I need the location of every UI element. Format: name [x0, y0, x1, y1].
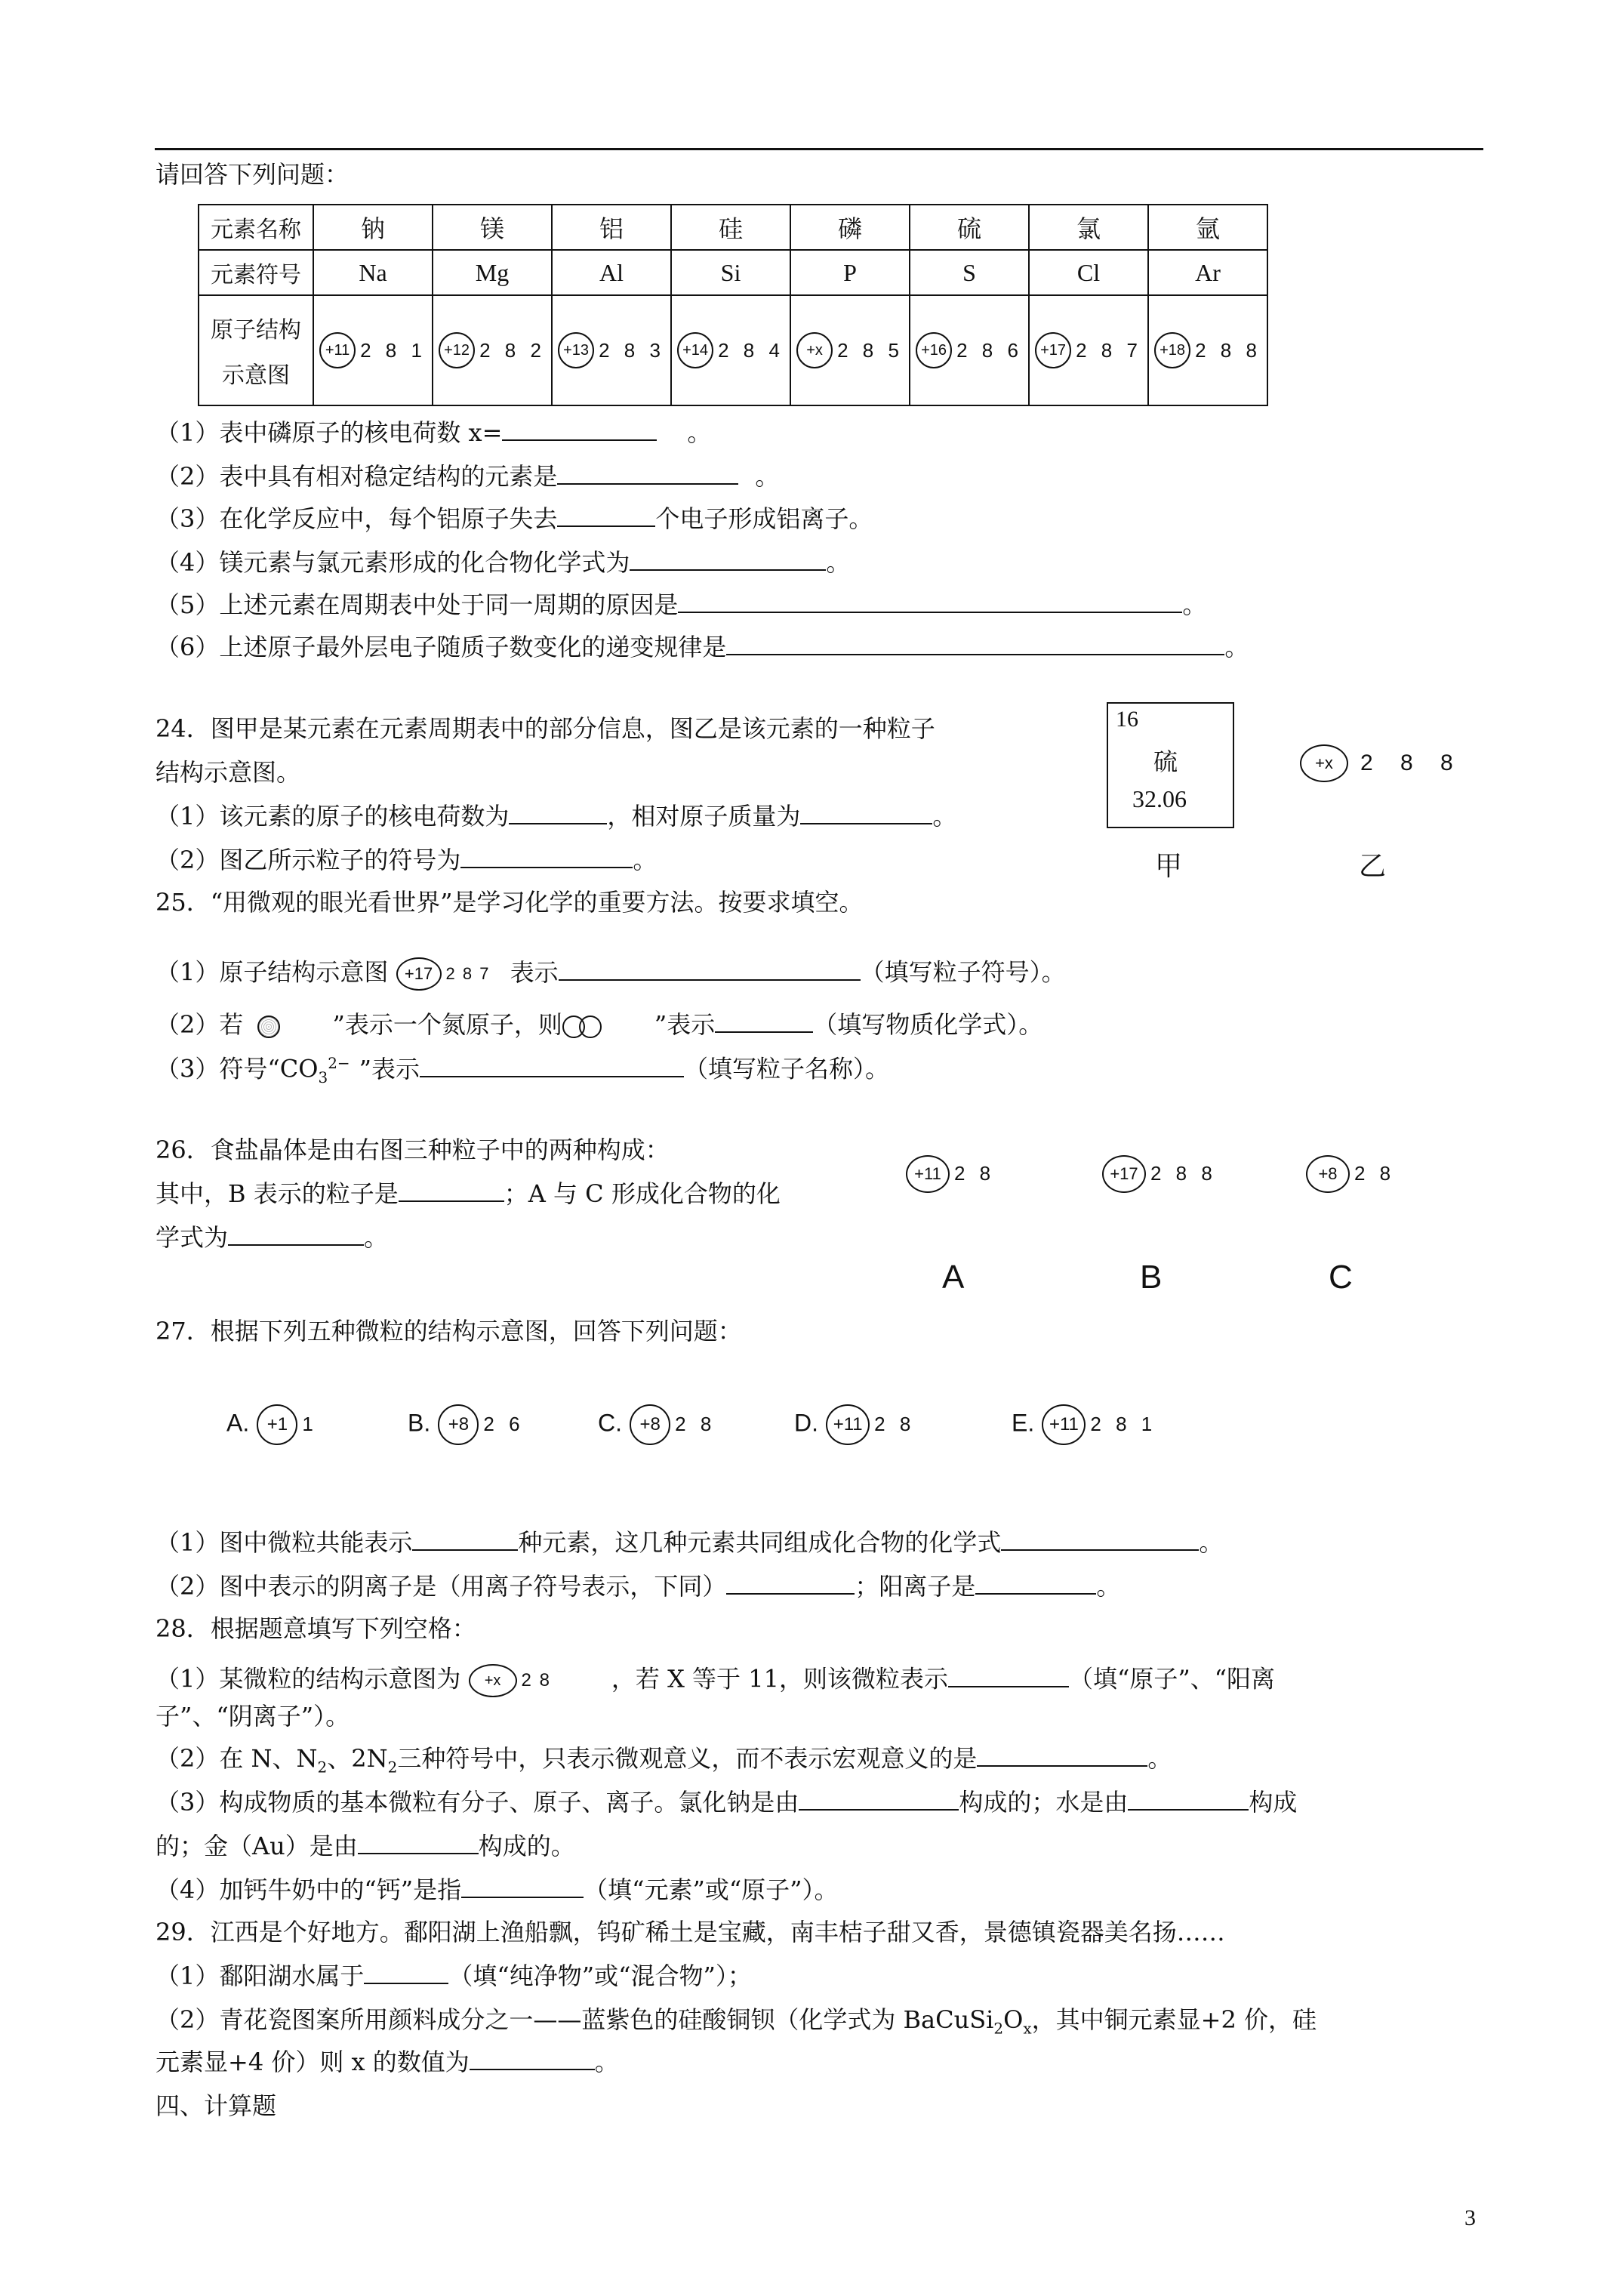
q29-item-1 — [156, 1962, 752, 1990]
shell-electrons: 2 8 5 — [837, 338, 904, 362]
answer-blank[interactable] — [800, 802, 932, 824]
q23-item-4-end: 。 — [826, 548, 851, 577]
shell-electrons: 2 8 7 — [1076, 338, 1142, 362]
row-header-symbol: 元素符号 — [199, 250, 313, 295]
q28-item-1-cont: 子”、“阴离子”）。 — [156, 1702, 350, 1730]
particle-27C — [598, 1391, 716, 1459]
q28-item-3-text-e: 构成的。 — [478, 1832, 575, 1860]
element-name-cell: 氩 — [1148, 205, 1267, 250]
answer-blank[interactable] — [509, 802, 607, 824]
nitrogen-atom-icon — [579, 1015, 602, 1038]
q25-item-3 — [156, 1054, 889, 1086]
shell-electrons: 2 8 — [1354, 1162, 1396, 1185]
top-rule — [155, 148, 1483, 150]
answer-blank[interactable] — [948, 1665, 1069, 1687]
answer-blank[interactable] — [630, 548, 826, 571]
atom-diagram-cell — [552, 295, 671, 405]
q28-item-2-text-b: 、2N — [327, 1744, 388, 1773]
atom-diagram — [558, 309, 665, 392]
q29-item-2-text-d: 元素显+4 价）则 x 的数值为 — [156, 2048, 470, 2076]
atomic-mass: 32.06 — [1132, 785, 1187, 812]
q25-item-3-text-c: （填写粒子名称）。 — [684, 1054, 890, 1083]
q28-item-2 — [156, 1744, 1172, 1776]
q23-item-6 — [156, 633, 1249, 661]
nucleus: +8 — [1306, 1155, 1350, 1193]
shell-electrons: 2 8 — [521, 1669, 551, 1690]
particle-27E — [1012, 1391, 1156, 1459]
q27-item-2-text: （2）图中表示的阴离子是（用离子符号表示，下同） — [156, 1572, 727, 1601]
shell-electrons: 2 8 2 — [479, 338, 546, 362]
subscript: 2 — [993, 2019, 1004, 2038]
q29-stem: 29．江西是个好地方。鄱阳湖上渔船飘，钨矿稀土是宝藏，南丰桔子甜又香，景德镇瓷器美名扬…… — [156, 1918, 1225, 1946]
ion-diagram-yi — [1300, 722, 1464, 805]
q25-stem: 25．“用微观的眼光看世界”是学习化学的重要方法。按要求填空。 — [156, 888, 864, 917]
atom-diagram-cell — [910, 295, 1029, 405]
q29-item-2-cont — [156, 2048, 619, 2076]
atom-diagram — [1102, 1133, 1217, 1216]
q27-item-1 — [156, 1528, 1223, 1557]
shell-electrons: 2 8 — [675, 1413, 716, 1436]
row-header-name: 元素名称 — [199, 205, 313, 250]
particle-C — [1306, 1133, 1395, 1216]
q25-item-1-text: （1）原子结构示意图 — [156, 957, 389, 987]
atom-diagram-cell — [671, 295, 790, 405]
particle-label: D. — [794, 1409, 818, 1437]
q24-item-2-end: 。 — [633, 846, 658, 874]
element-symbol-cell: P — [790, 250, 910, 295]
answer-blank[interactable] — [726, 633, 1224, 655]
element-symbol-cell: Ar — [1148, 250, 1267, 295]
q24-item-1-text-b: ，相对原子质量为 — [607, 802, 801, 831]
q28-item-1 — [156, 1658, 1275, 1703]
shell-electrons: 2 8 8 — [1150, 1162, 1217, 1185]
q23-item-1-text: （1）表中磷原子的核电荷数 x= — [156, 418, 503, 447]
atom-diagram — [796, 309, 904, 392]
answer-blank[interactable] — [399, 1179, 504, 1202]
nucleus: +8 — [630, 1404, 670, 1445]
q26-text: 其中，B 表示的粒子是 — [156, 1179, 399, 1208]
q28-item-3-text-c: 构成 — [1249, 1788, 1298, 1817]
q28-item-2-end: 。 — [1147, 1744, 1172, 1773]
q25-item-2-text-d: （填写物质化学式）。 — [813, 1010, 1043, 1039]
atom-diagram — [439, 309, 546, 392]
atom-diagram — [1042, 1391, 1156, 1459]
q26-text-b: ；A 与 C 形成化合物的化 — [504, 1179, 781, 1208]
answer-blank[interactable] — [557, 504, 655, 527]
section-heading: 四、计算题 — [156, 2091, 277, 2120]
q25-item-2-text: （2）若 — [156, 1010, 244, 1039]
answer-blank[interactable] — [412, 1528, 518, 1551]
q25-item-2-text-c: ”表示 — [654, 1010, 716, 1039]
q28-item-2-text: （2）在 N、N — [156, 1744, 318, 1773]
atom-diagram — [469, 1658, 551, 1703]
q23-item-1 — [156, 418, 711, 447]
nucleus: +x — [796, 332, 833, 368]
answer-blank[interactable] — [975, 1572, 1096, 1595]
nucleus: +14 — [677, 332, 713, 368]
q27-stem: 27．根据下列五种微粒的结构示意图，回答下列问题： — [156, 1317, 742, 1345]
answer-blank[interactable] — [358, 1832, 479, 1854]
q28-item-3-cont — [156, 1832, 575, 1860]
particle-27D — [794, 1391, 915, 1459]
element-symbol-cell: Mg — [433, 250, 552, 295]
shell-electrons: 2 8 3 — [599, 338, 665, 362]
q29-item-2-text: （2）青花瓷图案所用颜料成分之一——蓝紫色的硅酸铜钡（化学式为 BaCuSi — [156, 2005, 994, 2034]
atom-diagram-cell — [433, 295, 552, 405]
q25-item-1 — [156, 951, 1066, 997]
q29-item-2 — [156, 2005, 1317, 2037]
q24-stem-line2: 结构示意图。 — [156, 758, 301, 787]
answer-blank[interactable] — [715, 1010, 813, 1033]
q23-item-3-text: （3）在化学反应中，每个铝原子失去 — [156, 504, 558, 533]
q26-stem-line2 — [156, 1179, 781, 1208]
q24-item-2-text: （2）图乙所示粒子的符号为 — [156, 846, 461, 874]
q25-item-2 — [156, 1010, 1042, 1039]
atom-diagram — [438, 1391, 524, 1459]
nucleus: +11 — [319, 332, 356, 368]
answer-blank[interactable] — [557, 462, 738, 485]
row-header-structure — [199, 295, 313, 405]
superscript: 2− — [328, 1054, 350, 1072]
q27-item-1-end: 。 — [1199, 1528, 1224, 1557]
particle-B — [1102, 1133, 1217, 1216]
atom-diagram — [630, 1391, 716, 1459]
subscript: 3 — [318, 1068, 328, 1087]
element-symbol-cell: S — [910, 250, 1029, 295]
atom-diagram-cell — [1148, 295, 1267, 405]
q29-item-1-text-b: （填“纯净物”或“混合物”）； — [448, 1962, 752, 1990]
atom-diagram-cell — [1029, 295, 1148, 405]
row-header-structure-line2: 示意图 — [222, 362, 290, 389]
q29-item-1-text: （1）鄱阳湖水属于 — [156, 1962, 365, 1990]
nucleus: +17 — [1035, 332, 1071, 368]
atom-diagram — [826, 1391, 915, 1459]
atom-diagram — [906, 1133, 995, 1216]
q23-item-4 — [156, 548, 850, 577]
subscript: 2 — [317, 1758, 328, 1777]
element-symbol-cell: Na — [313, 250, 433, 295]
q23-item-3 — [156, 504, 873, 533]
q28-item-3-text: （3）构成物质的基本微粒有分子、原子、离子。氯化钠是由 — [156, 1788, 799, 1817]
q23-item-1-end: 。 — [687, 418, 712, 447]
shell-electrons: 2 8 4 — [718, 338, 784, 362]
answer-blank[interactable] — [228, 1223, 364, 1246]
q28-item-4-text-b: （填“元素”或“原子”）。 — [584, 1875, 839, 1904]
nucleus: +17 — [1102, 1155, 1146, 1193]
label-yi: 乙 — [1359, 851, 1387, 882]
q25-item-2-text-b: ”表示一个氮原子，则 — [332, 1010, 562, 1039]
atom-diagram — [396, 951, 491, 997]
q24-item-1-text: （1）该元素的原子的核电荷数为 — [156, 802, 510, 831]
element-name-cell: 氯 — [1029, 205, 1148, 250]
q29-item-2-end: 。 — [594, 2048, 619, 2076]
q23-item-3-text-b: 个电子形成铝离子。 — [655, 504, 873, 533]
nucleus: +8 — [438, 1404, 479, 1445]
nucleus: +18 — [1154, 332, 1190, 368]
shell-electrons: 2 8 8 — [1195, 338, 1261, 362]
answer-blank[interactable] — [726, 1572, 855, 1595]
q28-item-2-text-c: 三种符号中，只表示微观意义，而不表示宏观意义的是 — [397, 1744, 978, 1773]
element-symbol-cell: Al — [552, 250, 671, 295]
shell-electrons: 2 8 8 — [1360, 750, 1464, 775]
element-name-cell: 硅 — [671, 205, 790, 250]
particle-label: A. — [226, 1409, 250, 1437]
q28-item-3 — [156, 1788, 1297, 1817]
atom-diagram — [916, 309, 1023, 392]
q28-item-1-text-c: （填“原子”、“阳离 — [1068, 1664, 1276, 1693]
answer-blank[interactable] — [1001, 1528, 1199, 1551]
q28-item-1-text-b: ，若 X 等于 11，则该微粒表示 — [611, 1664, 948, 1693]
q26-stem-line3 — [156, 1223, 388, 1252]
particle-label: C. — [598, 1409, 622, 1437]
q28-stem: 28．根据题意填写下列空格： — [156, 1614, 476, 1643]
q27-item-2-end: 。 — [1096, 1572, 1121, 1601]
atom-diagram — [1306, 1133, 1395, 1216]
answer-blank[interactable] — [470, 2048, 595, 2070]
q23-item-4-text: （4）镁元素与氯元素形成的化合物化学式为 — [156, 548, 630, 577]
nucleus: +1 — [257, 1404, 297, 1445]
nitrogen-atom-icon — [257, 1015, 280, 1038]
particle-label-C: C — [1329, 1259, 1353, 1296]
nucleus: +11 — [906, 1155, 950, 1193]
q27-item-1-text-b: 种元素，这几种元素共同组成化合物的化学式 — [518, 1528, 1002, 1557]
q26-stem-line1: 26．食盐晶体是由右图三种粒子中的两种构成： — [156, 1136, 670, 1164]
shell-electrons: 2 6 — [483, 1413, 525, 1436]
q23-item-5 — [156, 590, 1206, 619]
nucleus: +11 — [1042, 1404, 1086, 1445]
element-table — [198, 204, 1268, 406]
q28-item-1-text: （1）某微粒的结构示意图为 — [156, 1664, 461, 1693]
intro-text: 请回答下列问题： — [156, 160, 350, 189]
page-number: 3 — [1464, 2205, 1476, 2230]
q27-item-2-text-b: ；阳离子是 — [855, 1572, 976, 1601]
atomic-number: 16 — [1116, 707, 1138, 732]
atom-diagram — [319, 309, 427, 392]
q23-item-2 — [156, 462, 779, 491]
q25-item-1-text-c: （填写粒子符号）。 — [860, 957, 1066, 987]
label-jia: 甲 — [1155, 851, 1183, 882]
subscript: x — [1023, 2019, 1032, 2038]
nucleus: +16 — [916, 332, 952, 368]
element-symbol-cell: Cl — [1029, 250, 1148, 295]
q28-item-3-text-b: 构成的；水是由 — [959, 1788, 1129, 1817]
answer-blank[interactable] — [502, 418, 657, 441]
element-name: 硫 — [1153, 747, 1178, 776]
element-symbol-cell: Si — [671, 250, 790, 295]
nucleus: +x — [469, 1664, 517, 1697]
q23-item-2-end: 。 — [755, 462, 780, 491]
q23-item-6-end: 。 — [1224, 633, 1249, 661]
shell-electrons: 2 8 6 — [956, 338, 1023, 362]
particle-label-A: A — [942, 1259, 965, 1296]
shell-electrons: 2 8 1 — [1090, 1413, 1157, 1436]
atom-diagram — [1035, 309, 1142, 392]
q23-item-5-end: 。 — [1182, 590, 1207, 619]
nucleus: +17 — [396, 957, 442, 991]
q24-item-2 — [156, 846, 657, 874]
element-name-cell: 镁 — [433, 205, 552, 250]
q29-item-2-text-c: ，其中铜元素显+2 价，硅 — [1031, 2005, 1317, 2034]
answer-blank[interactable] — [364, 1962, 448, 1984]
particle-label: B. — [408, 1409, 431, 1437]
q28-item-4-text: （4）加钙牛奶中的“钙”是指 — [156, 1875, 462, 1904]
answer-blank[interactable] — [420, 1055, 684, 1077]
q25-item-3-text-b: ”表示 — [359, 1054, 420, 1083]
row-header-structure-line1: 原子结构 — [211, 317, 301, 344]
q24-stem-line1: 24．图甲是某元素在元素周期表中的部分信息，图乙是该元素的一种粒子 — [156, 714, 935, 743]
q26-end: 。 — [364, 1223, 389, 1252]
shell-electrons: 2 8 — [954, 1162, 996, 1185]
nucleus: +12 — [439, 332, 475, 368]
element-name-cell: 铝 — [552, 205, 671, 250]
periodic-table-cell-jia — [1107, 702, 1234, 828]
q23-item-5-text: （5）上述元素在周期表中处于同一周期的原因是 — [156, 590, 679, 619]
atom-diagram-cell — [313, 295, 433, 405]
particle-27A — [226, 1391, 318, 1459]
nucleus: +x — [1300, 744, 1348, 782]
shell-electrons: 2 8 1 — [360, 338, 427, 362]
q25-item-3-text: （3）符号“CO — [156, 1054, 319, 1083]
answer-blank[interactable] — [799, 1788, 959, 1811]
q27-item-2 — [156, 1572, 1120, 1601]
nucleus: +13 — [558, 332, 594, 368]
q23-item-6-text: （6）上述原子最外层电子随质子数变化的递变规律是 — [156, 633, 727, 661]
q23-item-2-text: （2）表中具有相对稳定结构的元素是 — [156, 462, 558, 491]
atom-diagram — [1154, 309, 1261, 392]
shell-electrons: 1 — [302, 1413, 318, 1436]
particle-label-B: B — [1140, 1259, 1163, 1296]
q28-item-4 — [156, 1875, 839, 1904]
shell-electrons: 2 8 7 — [445, 963, 491, 983]
answer-blank[interactable] — [559, 958, 861, 981]
particle-label: E. — [1012, 1409, 1035, 1437]
atom-diagram-cell — [790, 295, 910, 405]
q24-item-1-end: 。 — [932, 802, 957, 831]
subscript: 2 — [387, 1758, 398, 1777]
atom-diagram — [677, 309, 784, 392]
answer-blank[interactable] — [678, 590, 1182, 613]
q28-item-3-text-d: 的；金（Au）是由 — [156, 1832, 358, 1860]
q27-item-1-text: （1）图中微粒共能表示 — [156, 1528, 413, 1557]
answer-blank[interactable] — [461, 1875, 584, 1898]
q24-item-1 — [156, 802, 956, 831]
q29-item-2-text-b: O — [1003, 2005, 1024, 2034]
ion-diagram — [1300, 722, 1464, 805]
element-name-cell: 磷 — [790, 205, 910, 250]
element-name-cell: 钠 — [313, 205, 433, 250]
element-name-cell: 硫 — [910, 205, 1029, 250]
answer-blank[interactable] — [1128, 1788, 1249, 1811]
answer-blank[interactable] — [460, 846, 633, 868]
shell-electrons: 2 8 — [874, 1413, 916, 1436]
particle-A — [906, 1133, 995, 1216]
q26-text-c: 学式为 — [156, 1223, 229, 1252]
atom-diagram — [257, 1391, 317, 1459]
particle-27B — [408, 1391, 525, 1459]
nucleus: +11 — [826, 1404, 870, 1445]
q25-item-1-text-b: 表示 — [510, 957, 559, 987]
answer-blank[interactable] — [977, 1744, 1147, 1767]
